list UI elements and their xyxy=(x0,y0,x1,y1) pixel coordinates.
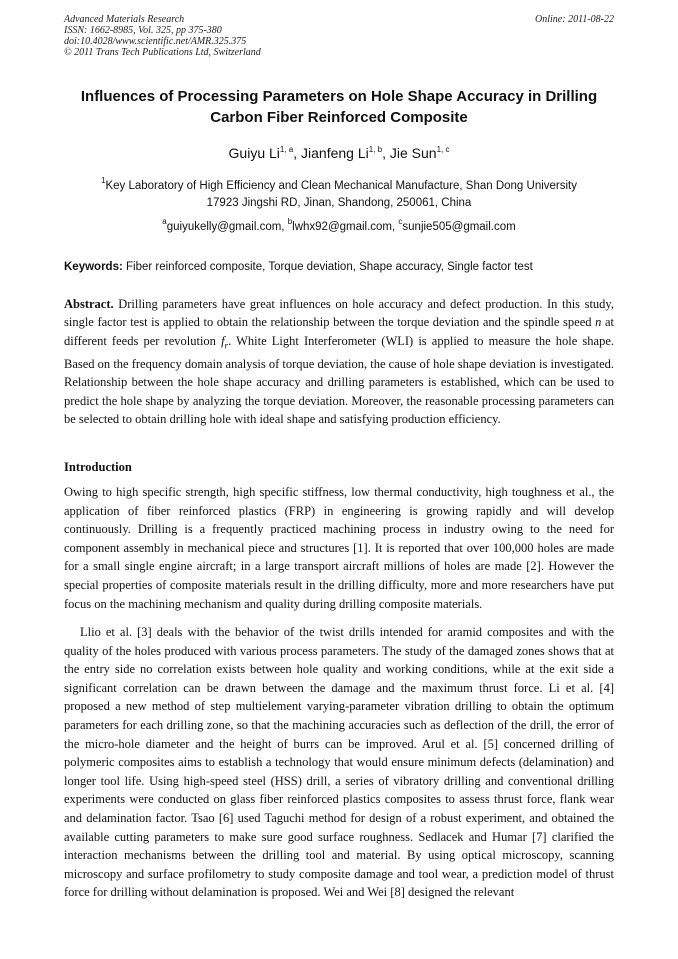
author-sup: 1, c xyxy=(436,145,450,154)
author-name: Jianfeng Li xyxy=(301,145,369,161)
author-name: Guiyu Li xyxy=(228,145,280,161)
introduction-paragraph-1: Owing to high specific strength, high specific stiffness, low thermal conductivity, high toughness et al., the application of fiber reinforced plastics (FRP) in engineering is growing rapidly and will develop continuously. Drilling is a frequently practiced machining process in industry owing to the need for component assembly in mechanical piece and structures [1]. It is reported that over 100,000 holes are made for a small single engine aircraft; in a large transport aircraft millions of holes are made [2]. However the special properties of composite materials result in the drilling difficulty, more and more researchers have put focus on the machining mechanism and quality during drilling composite materials. xyxy=(64,485,614,611)
affiliation-line-1: Key Laboratory of High Efficiency and Clean Mechanical Manufacture, Shan Dong University xyxy=(105,180,577,192)
keywords-label: Keywords: xyxy=(64,261,123,273)
affiliation-sup: 1 xyxy=(101,176,106,185)
issn-line: ISSN: 1662-8985, Vol. 325, pp 375-380 xyxy=(64,25,222,36)
affiliation-line-2: 17923 Jingshi RD, Jinan, Shandong, 250061, China xyxy=(206,197,472,209)
email-sup: b xyxy=(287,217,293,226)
email-address: sunjie505@gmail.com xyxy=(402,221,516,233)
keywords-text: Fiber reinforced composite, Torque deviation, Shape accuracy, Single factor test xyxy=(126,261,533,273)
journal-metadata xyxy=(64,14,261,58)
online-date: Online: 2011-08-22 xyxy=(535,14,614,25)
doi-line: doi:10.4028/www.scientific.net/AMR.325.375 xyxy=(64,36,247,47)
email-address: lwhx92@gmail.com xyxy=(292,221,393,233)
introduction-paragraph-2: Llio et al. [3] deals with the behavior of the twist drills intended for aramid composites and with the quality of the holes produced with various process parameters. The study of the damaged zones shows that at the entry side no correlation exists between hole quality and working conditions, while at the exit side a significant correlation can be drawn between the damage and the maximum thrust force. Li et al. [4] proposed a new method of step multielement varying-parameter vibration drilling to obtain the optimum parameters for each drilling zone, so that the machining accuracies such as deflection of the drill, the error of the micro-hole diameter and the height of burrs can be improved. Arul et al. [5] concerned drilling of polymeric composites aims to establish a technology that would ensure minimum defects (delamination) and longer tool life. Using high-speed steel (HSS) drill, a series of vibratory drilling and conventional drilling experiments were conducted on glass fiber reinforced plastics composites to assess thrust force, flank wear and delamination factor. Tsao [6] used Taguchi method for design of a robust experiment, and obtained the available cutting parameters to make sure good surface roughness. Sedlacek and Humar [7] clarified the interaction mechanisms between the drilling tool and material. By using optical microscopy, scanning microscopy and surface profilometry to study composite damage and tool wear, a prediction model of thrust force for drilling without delamination is proposed. Wei and Wei [8] designed the relevant xyxy=(64,625,614,900)
abstract-text-2: at different feeds per revolution xyxy=(64,315,615,348)
author-list: Guiyu Li$^{1, a}$, Jianfeng Li$^{1, b}$, Jie Sun$^{1, c}$ xyxy=(228,145,450,161)
email-sup: a xyxy=(162,217,167,226)
title-line-1: Influences of Processing Parameters on Hole Shape Accuracy in Drilling xyxy=(80,88,598,105)
email-list: $^a$guiyukelly@gmail.com, $^b$lwhx92@gmail.com, $^c$sunjie505@gmail.com xyxy=(162,217,516,233)
email-sup: c xyxy=(398,217,403,226)
author-name: Jie Sun xyxy=(389,145,437,161)
abstract-var-f: f xyxy=(221,333,225,348)
email-address: guiyukelly@gmail.com xyxy=(166,221,282,233)
journal-name: Advanced Materials Research xyxy=(64,14,185,25)
abstract-var-f-sub: r xyxy=(224,340,229,351)
abstract xyxy=(64,295,614,428)
abstract-text-1: Drilling parameters have great influences on hole accuracy and defect production. In this study, single factor test is applied to obtain the relationship between the torque deviation and the spindle speed xyxy=(64,297,614,330)
introduction-heading: Introduction xyxy=(64,460,132,474)
author-sup: 1, a xyxy=(279,145,294,154)
keywords xyxy=(64,259,614,275)
author-sup: 1, b xyxy=(368,145,383,154)
title-line-2: Carbon Fiber Reinforced Composite xyxy=(210,109,468,126)
paper-title xyxy=(64,86,614,128)
copyright-line: © 2011 Trans Tech Publications Ltd, Switzerland xyxy=(64,47,261,58)
affiliation xyxy=(64,178,614,212)
abstract-var-n: n xyxy=(595,315,602,330)
abstract-label: Abstract. xyxy=(64,297,114,311)
abstract-text-3: . White Light Interferometer (WLI) is applied to measure the hole shape. Based on the frequency domain analysis of torque deviation, the cause of hole shape deviation is investigated. Relationship between the hole shape accuracy and drilling parameters is established, which can be used to predict the hole shape by analyzing the torque deviation. Moreover, the reasonable processing parameters can be selected to obtain drilling hole with ideal shape and satisfying production efficiency. xyxy=(64,333,614,426)
